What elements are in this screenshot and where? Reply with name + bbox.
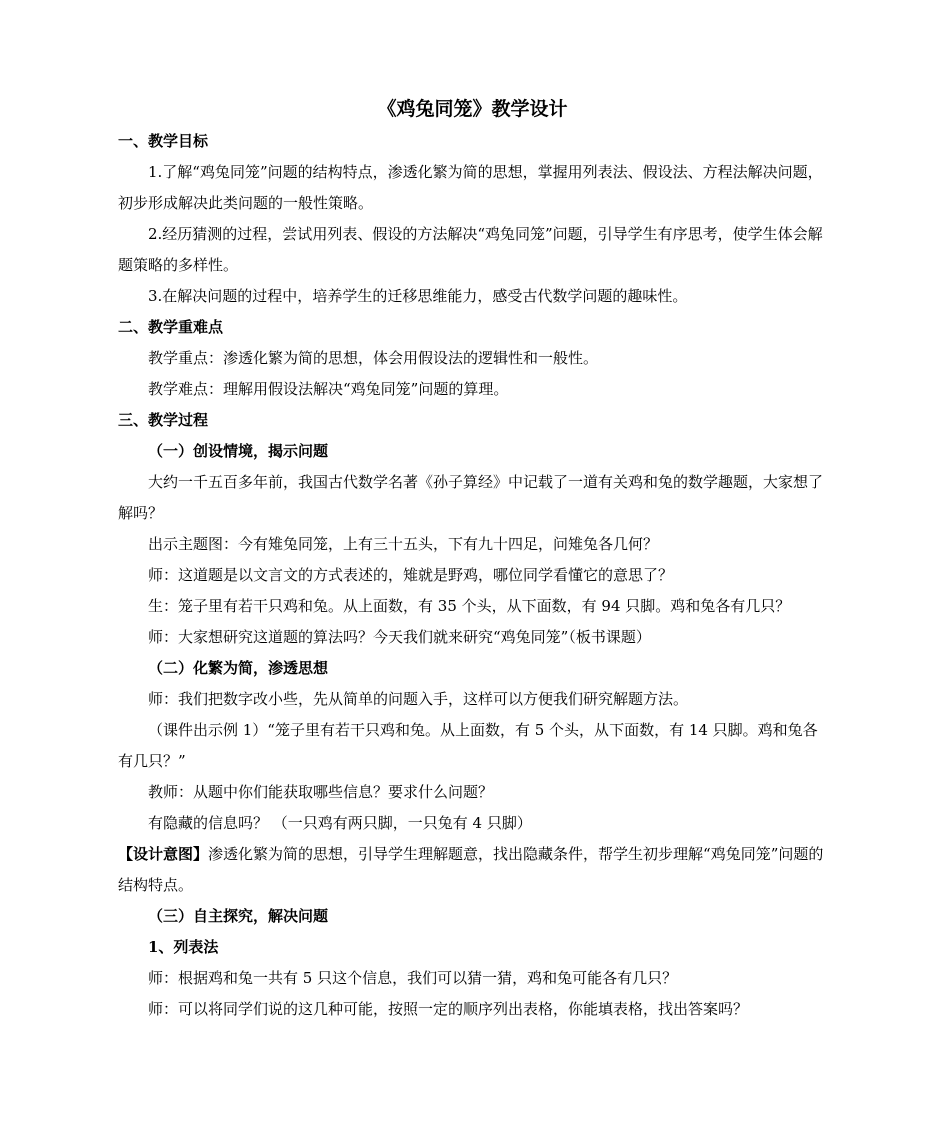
design-intent-note — [118, 839, 830, 901]
section-heading-key-points: 二、教学重难点 — [118, 318, 224, 336]
body-paragraph: （课件出示例 1）“笼子里有若干只鸡和兔。从上面数，有 5 个头，从下面数，有 14 只脚。鸡和兔各有几只？” — [118, 721, 818, 770]
body-paragraph: 师：这道题是以文言文的方式表述的，雉就是野鸡，哪位同学看懂它的意思了？ — [148, 566, 674, 584]
objective-3: 3.在解决问题的过程中，培养学生的迁移思维能力，感受古代数学问题的趣味性。 — [148, 287, 688, 305]
section-heading-objectives: 一、教学目标 — [118, 132, 209, 150]
subheading-explore: （三）自主探究，解决问题 — [148, 907, 329, 925]
difficult-point: 教学难点：理解用假设法解决“鸡兔同笼”问题的算理。 — [148, 380, 509, 398]
section-heading-process: 三、教学过程 — [118, 411, 209, 429]
body-paragraph: 师：可以将同学们说的这几种可能，按照一定的顺序列出表格，你能填表格，找出答案吗？ — [148, 1000, 749, 1018]
body-paragraph: 师：大家想研究这道题的算法吗？今天我们就来研究“鸡兔同笼”（板书课题） — [148, 628, 651, 646]
body-paragraph: 大约一千五百多年前，我国古代数学名著《孙子算经》中记载了一道有关鸡和兔的数学趣题，大家想了解吗？ — [118, 473, 824, 522]
body-paragraph: 师：我们把数字改小些，先从简单的问题入手，这样可以方便我们研究解题方法。 — [148, 690, 689, 708]
design-intent-text: 渗透化繁为简的思想，引导学生理解题意，找出隐藏条件，帮学生初步理解“鸡兔同笼”问题的结构特点。 — [118, 845, 824, 894]
subheading-table-method: 1、列表法 — [148, 938, 219, 956]
document-title: 《鸡兔同笼》教学设计 — [377, 98, 568, 120]
body-paragraph: 有隐藏的信息吗？ （一只鸡有两只脚，一只兔有 4 只脚） — [148, 814, 532, 832]
design-intent-label: 【设计意图】 — [118, 845, 209, 863]
body-paragraph: 出示主题图：今有雉兔同笼，上有三十五头，下有九十四足，问雉兔各几何？ — [148, 535, 659, 553]
body-paragraph: 教师：从题中你们能获取哪些信息？要求什么问题？ — [148, 783, 494, 801]
body-paragraph: 生：笼子里有若干只鸡和兔。从上面数，有 35 个头，从下面数，有 94 只脚。鸡和兔各有几只？ — [148, 597, 791, 615]
subheading-situation: （一）创设情境，揭示问题 — [148, 442, 329, 460]
body-paragraph: 师：根据鸡和兔一共有 5 只这个信息，我们可以猜一猜，鸡和兔可能各有几只？ — [148, 969, 678, 987]
document-body — [118, 126, 830, 1025]
key-point: 教学重点：渗透化繁为简的思想，体会用假设法的逻辑性和一般性。 — [148, 349, 599, 367]
subheading-simplify: （二）化繁为简，渗透思想 — [148, 659, 329, 677]
objective-2: 2.经历猜测的过程，尝试用列表、假设的方法解决“鸡兔同笼”问题，引导学生有序思考，使学生体会解题策略的多样性。 — [118, 225, 823, 274]
objective-1: 1.了解“鸡兔同笼”问题的结构特点，渗透化繁为简的思想，掌握用列表法、假设法、方程法解决问题，初步形成解决此类问题的一般性策略。 — [118, 163, 823, 212]
